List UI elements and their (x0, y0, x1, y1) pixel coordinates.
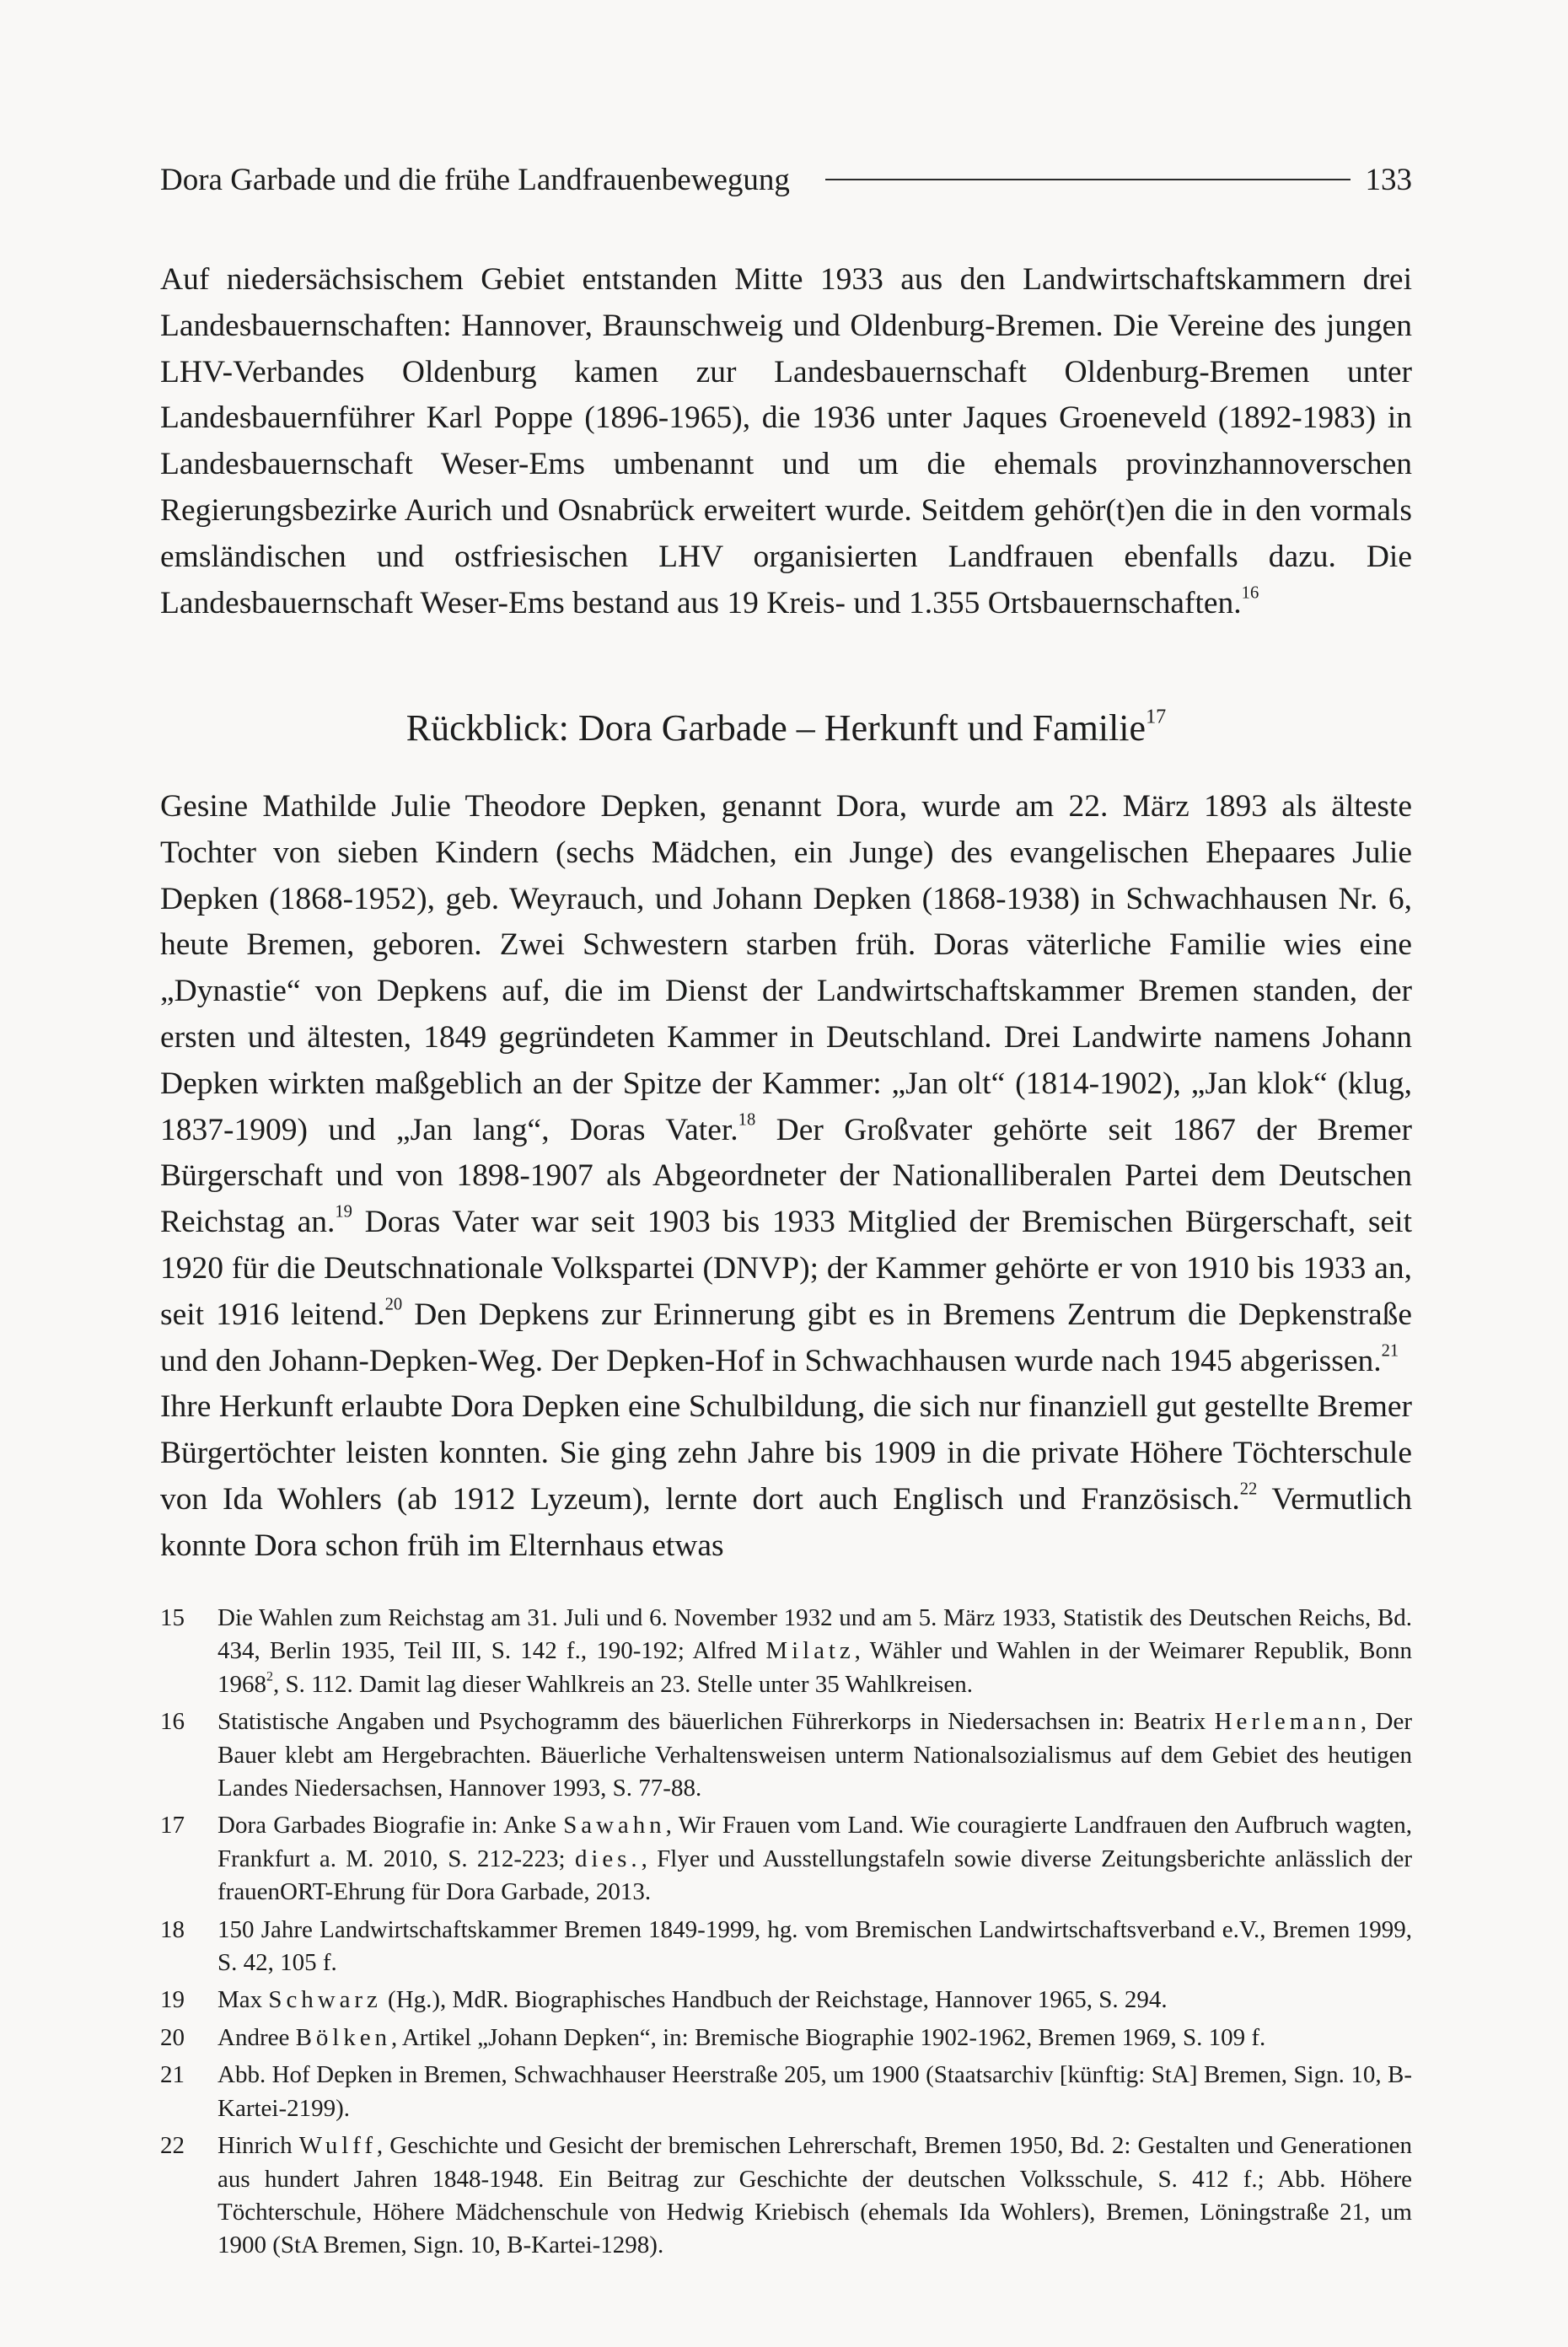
section-heading-text: Rückblick: Dora Garbade – Herkunft und Familie (405, 707, 1146, 749)
footnote-text: Abb. Hof Depken in Bremen, Schwachhauser Heerstraße 205, um 1900 (Staatsarchiv [künftig: StA] Bremen, Sign. 10, B-Kartei-2199). (217, 2061, 1412, 2122)
footnote-number: 22 (160, 2132, 185, 2160)
paragraph-text: Doras Vater war seit 1903 bis 1933 Mitglied der Bremischen Bürgerschaft, seit 1920 für die Deutschnationale Volkspartei (DNVP); der Kammer gehörte er von 1910 bis 1933 an, seit 1916 leitend. (160, 1205, 1412, 1332)
body-text-top (160, 257, 1412, 626)
footnote-number: 18 (160, 1915, 185, 1943)
footnote-number: 19 (160, 1986, 185, 2014)
footnote-text: Andree Bölken, Artikel „Johann Depken“, in: Bremische Biographie 1902-1962, Bremen 1969, S. 109 f. (217, 2023, 1266, 2051)
footnote-17 (160, 1809, 1412, 1909)
footnote-21 (160, 2059, 1412, 2125)
paragraph-text: Der Großvater gehörte seit 1867 der Bremer Bürgerschaft und von 1898-1907 als Abgeordneter der Nationalliberalen Partei dem Deutschen Reichstag an. (160, 1112, 1413, 1240)
footnote-text: Dora Garbades Biografie in: Anke Sawahn, Wir Frauen vom Land. Wie couragierte Landfrauen den Aufbruch wagten, Frankfurt a. M. 2010, S. 212-223; dies., Flyer und Ausstellungstafeln sowie diverse Zeitungsberichte anlässlich der frauenORT-Ehrung für Dora Garbade, 2013. (217, 1812, 1412, 1906)
footnote-20 (160, 2022, 1412, 2054)
running-header (160, 150, 1412, 209)
paragraph-text: Den Depkens zur Erinnerung gibt es in Bremens Zentrum die Depkenstraße und den Johann-Depken-Weg. Der Depken-Hof in Schwachhausen wurde nach 1945 abgerissen. (160, 1297, 1412, 1378)
paragraph-text: Auf niedersächsischem Gebiet entstanden Mitte 1933 aus den Landwirtschaftskammern drei Landesbauernschaften: Hannover, Braunschweig und Oldenburg-Bremen. Die Vereine des jungen LHV-Verbandes Oldenburg kamen zur Landesbauernschaft Oldenburg-Bremen unter Landesbauernführer Karl Poppe (1896-1965), die 1936 unter Jaques Groeneveld (1892-1983) in Landesbauernschaft Weser-Ems umbenannt und um die ehemals provinzhannoverschen Regierungsbezirke Aurich und Osnabrück erweitert wurde. Seitdem gehör(t)en die in den vormals emsländischen und ostfriesischen LHV organisierten Landfrauen ebenfalls dazu. Die Landesbauernschaft Weser-Ems bestand aus 19 Kreis- und 1.355 Ortsbauernschaften. (160, 262, 1412, 620)
footnote-text: Hinrich Wulff, Geschichte und Gesicht der bremischen Lehrerschaft, Bremen 1950, Bd. 2: Gestalten und Generationen aus hundert Jahren 1848-1948. Ein Beitrag zur Geschichte der deutschen Volksschule, S. 412 f.; Abb. Höhere Töchterschule, Höhere Mädchenschule von Hedwig Kriebisch (ehemals Ida Wohlers), Bremen, Löningstraße 21, um 1900 (StA Bremen, Sign. 10, B-Kartei-1298). (217, 2132, 1412, 2259)
footnote-number: 15 (160, 1604, 185, 1631)
footnote-15 (160, 1602, 1412, 1701)
edition-superscript: 2 (266, 1669, 273, 1684)
footnote-text: Statistische Angaben und Psychogramm des bäuerlichen Führerkorps in Niedersachsen in: Beatrix Herlemann, Der Bauer klebt am Hergebrachten. Bäuerliche Verhaltensweisen unterm Nationalsozialismus auf dem Gebiet des heutigen Landes Niedersachsen, Hannover 1993, S. 77-88. (217, 1708, 1412, 1802)
footnote-ref: 21 (1381, 1341, 1399, 1361)
author-name: Sawahn (563, 1812, 666, 1839)
section-heading (160, 706, 1412, 749)
footnote-ref: 22 (1239, 1480, 1258, 1499)
paragraph-text: Gesine Mathilde Julie Theodore Depken, genannt Dora, wurde am 22. März 1893 als älteste Tochter von sieben Kindern (sechs Mädchen, ein Junge) des evangelischen Ehepaares Julie Depken (1868-1952), geb. Weyrauch, und Johann Depken (1868-1938) in Schwachhausen Nr. 6, heute Bremen, geboren. Zwei Schwestern starben früh. Doras väterliche Familie wies eine „Dynastie“ von Depkens auf, die im Dienst der Landwirtschaftskammer Bremen standen, der ersten und ältesten, 1849 gegründeten Kammer in Deutschland. Drei Landwirte namens Johann Depken wirkten maßgeblich an der Spitze der Kammer: „Jan olt“ (1814-1902), „Jan klok“ (klug, 1837-1909) und „Jan lang“, Doras Vater. (160, 789, 1412, 1147)
paragraph-text: Vermutlich konnte Dora schon früh im Elternhaus etwas (160, 1481, 1412, 1563)
running-title: Dora Garbade und die frühe Landfrauenbewegung (160, 162, 790, 197)
footnote-number: 17 (160, 1812, 185, 1839)
footnote-ref: 20 (384, 1295, 403, 1314)
paragraph (160, 1384, 1412, 1569)
footnote-number: 20 (160, 2023, 185, 2051)
footnote-22 (160, 2129, 1412, 2263)
page-number: 133 (1365, 162, 1412, 197)
footnote-ref: 16 (1241, 583, 1259, 603)
footnote-number: 16 (160, 1708, 185, 1736)
author-name: Milatz (765, 1637, 855, 1665)
author-name: Herlemann (1214, 1708, 1361, 1736)
paragraph (160, 784, 1412, 1384)
footnote-19 (160, 1984, 1412, 2017)
author-name: dies. (574, 1845, 642, 1872)
author-name: Schwarz (268, 1986, 382, 2014)
footnote-ref: 18 (738, 1110, 756, 1130)
header-rule (825, 179, 1351, 180)
footnote-ref: 17 (1146, 705, 1167, 728)
body-text-main (160, 784, 1412, 1570)
footnote-text: 150 Jahre Landwirtschaftskammer Bremen 1849-1999, hg. vom Bremischen Landwirtschaftsverband e.V., Bremen 1999, S. 42, 105 f. (217, 1915, 1412, 1977)
footnote-16 (160, 1705, 1412, 1805)
author-name: Bölken (295, 2023, 391, 2051)
footnotes (160, 1602, 1412, 2267)
footnote-18 (160, 1914, 1412, 1980)
paragraph-text: Ihre Herkunft erlaubte Dora Depken eine Schulbildung, die sich nur finanziell gut gestellte Bremer Bürgertöchter leisten konnten. Sie ging zehn Jahre bis 1909 in die private Höhere Töchterschule von Ida Wohlers (ab 1912 Lyzeum), lernte dort auch Englisch und Französisch. (160, 1389, 1412, 1517)
footnote-text: Max Schwarz (Hg.), MdR. Biographisches Handbuch der Reichstage, Hannover 1965, S. 294. (217, 1986, 1168, 2014)
author-name: Wulff (298, 2132, 377, 2160)
footnote-number: 21 (160, 2061, 185, 2089)
footnote-text: Die Wahlen zum Reichstag am 31. Juli und 6. November 1932 und am 5. März 1933, Statistik des Deutschen Reichs, Bd. 434, Berlin 1935, Teil III, S. 142 f., 190-192; Alfred Milatz, Wähler und Wahlen in der Weimarer Republik, Bonn 1968$^2$, S. 112. Damit lag dieser Wahlkreis an 23. Stelle unter 35 Wahlkreisen. (217, 1604, 1412, 1698)
paragraph (160, 257, 1412, 626)
footnote-ref: 19 (335, 1202, 352, 1222)
